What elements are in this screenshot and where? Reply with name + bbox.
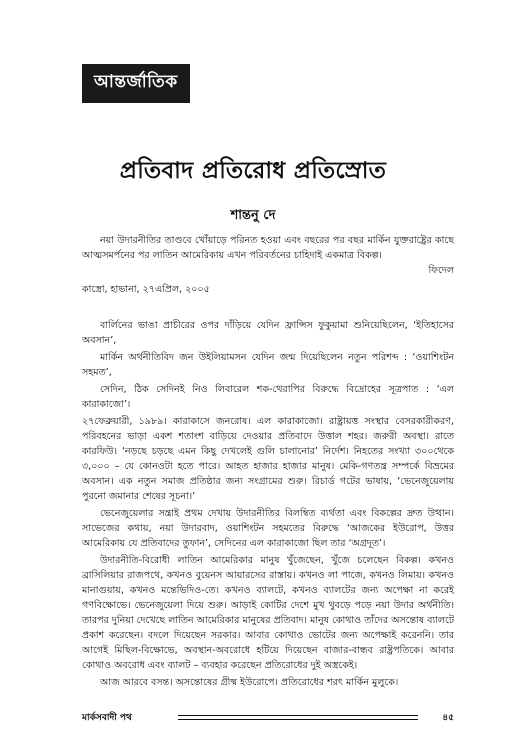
epigraph-text: নয়া উদারনীতির তাণ্ডবে খোঁয়াড়ে পরিনত হওয়া এবং বছরের পর বছর মার্কিন যুক্তরাষ্ট্রের কাছে আত্মসমর্পনের পর লাতিন আমেরিকায় এখন পরিবর্তনের চাহিদাই একমাত্র বিকল্প। (82, 235, 454, 261)
article-body (82, 318, 454, 692)
epigraph-attribution: ফিদেল (428, 265, 454, 276)
paragraph: সেদিন, ঠিক সেদিনই নিও লিবারেল শক-থেরাপির বিরুদ্ধে বিদ্রোহের সূত্রপাত : ‘এল কারাকাজো’। (82, 384, 454, 410)
paragraph: ভেনেজুয়েলার সন্ত্রাই প্রথম দেখায় উদারনীতির বিলম্বিত ব্যর্থতা এবং বিকল্পের দ্রুত উত্থান। সাভেজের কথায়, নয়া উদারবাদ, ওয়াশিংটন সহমতের বিরুদ্ধে ‘আজকের ইউরোপ, উত্তর আমেরিকায় যে প্রতিবাদের তুফান’, সেদিনের এল কারাকাজো ছিল তার ‘অগ্রদূত’। (82, 508, 454, 549)
article-author: শান্তনু দে (230, 208, 276, 223)
article-title: প্রতিবাদ প্রতিরোধ প্রতিস্রোত (119, 158, 387, 184)
footer-rule (178, 715, 418, 720)
paragraph: আজ আরবে বসন্ত। অসন্তোষের গ্রীষ্ম ইউরোপে। প্রতিরোধের শরৎ মার্কিন মুলুকে। (100, 677, 399, 688)
section-tag: আন্তর্জাতিক (82, 64, 190, 103)
epigraph (82, 233, 454, 297)
paragraph: উদারনীতি-বিরোধী লাতিন আমেরিকার মানুষ খুঁজেছেন, খুঁজে চলেছেন বিকল্প। কখনও ব্রাসিলিয়ার রাজপথে, কখনও বুয়েনস আয়ারসের রাস্তায়। কখনও লা পাজে, কখনও লিমায়। কখনও মানাগুয়ায়, কখনও মন্তেভিদিও-তে। কখনও ব্যালটে, কখনও ব্যালটের জন্য অপেক্ষা না করেই গণবিক্ষোভে। ভেনেজুয়েলা দিয়ে শুরু। আড়াই কোটির দেশে মুখ থুবড়ে পড়ে নয়া উদার অর্থনীতি। তারপর দুনিয়া দেখেছে লাতিন আমেরিকার মানুষের প্রতিবাদ। মানুষ কোথাও তাঁদের অসন্তোষ ব্যালটে প্রকাশ করেছেন। বদলে দিয়েছেন সরকার। আবার কোথাও ভোটের জন্য অপেক্ষাই করেননি। তার আগেই মিছিল-বিক্ষোভে, অবস্থান-অবরোধে হটিয়ে দিয়েছেন বাজার-বান্ধব রাষ্ট্রপতিকে। আবার কোথাও অবরোধ এবং ব্যালট – ব্যবহার করেছেন প্রতিরোধের দুই অস্ত্রকেই। (82, 555, 454, 671)
page-footer (82, 710, 454, 724)
paragraph: মার্কিন অর্থনীতিবিদ জন উইলিয়ামসন যেদিন জন্ম দিয়েছিলেন নতুন পরিশব্দ : ‘ওয়াশিংটন সহমত’, (82, 352, 454, 378)
journal-name: মার্কসবাদী পথ (82, 713, 132, 723)
paragraph: বার্লিনের ভাঙা প্রাচীরের ওপর দাঁড়িয়ে যেদিন ফ্রান্সিস ফুকুয়ামা শুনিয়েছিলেন, ‘ইতিহাসের অবসান’, (82, 320, 454, 346)
paragraph: ২৭ফেব্রুয়ারী, ১৯৮৯। কারাকাসে জনরোষ। এল কারাকাজো। রাষ্ট্রায়ত্ত সংস্থার বেসরকারীকরণ, পরিবহনের ভাড়া একশ শতাংশ বাড়িয়ে দেওয়ার প্রতিবাদে উত্তাল শহর। জরুরী অবস্থা। রাতে কারফিউ। ‘নড়ছে চড়ছে এমন কিছু দেখলেই গুলি চালানোর’ নির্দেশ। নিহতের সংখ্যা ৩০০থেকে ৩,০০০ – যে কোনওটা হতে পারে। আহত হাজার হাজার মানুষ। মেকি-গণতন্ত্র সম্পর্কে বিভ্রমের অবসান। এক নতুন সমাজ প্রতিষ্ঠার জন্য সংগ্রামের শুরু। রিচার্ড গটের ভাষায়, ‘ভেনেজুয়েলায় পুরনো জমানার শেষের সূচনা।’ (82, 416, 454, 502)
epigraph-place-date: কাস্ত্রো, হাভানা, ২৭এপ্রিল, ২০০৫ (82, 284, 210, 295)
page-number: ৪৫ (442, 713, 454, 723)
